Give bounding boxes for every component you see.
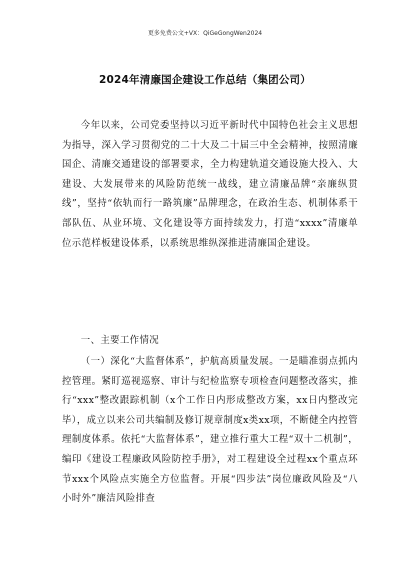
item-paragraph-1: （一）深化“大监督体系”，护航高质量发展。一是瞄准弱点抓内控管理。紧盯巡视巡察、审计与纪检监察专项检查问题整改落实，推行“xxx”整改跟踪机制（x个工作日内形成整改方案，xx日内整改完毕），成立以来公司共编制及修订规章制度x类xx项，不断健全内控管理制度体系。依托“大监督体系”，建立推行重大工程“双十二机制”，编印《建设工程廉政风险防控手册》，对工程建设全过程xx个重点环节xxx个风险点实施全方位监督。开展“四步法”岗位廉政风险及“八小时外”廉洁风险排查 <box>62 356 358 505</box>
section-heading: 一、主要工作情况 <box>80 335 159 346</box>
header-note: 更多免费公文+VX：QiGeGongWen2024 <box>147 30 263 37</box>
document-title: 2024年清廉国企建设工作总结（集团公司） <box>99 74 311 86</box>
intro-paragraph: 今年以来，公司党委坚持以习近平新时代中国特色社会主义思想为指导，深入学习贯彻党的二十大及二十届三中全会精神，按照清廉国企、清廉交通建设的部署要求，全力构建轨道交通设施大投入、大建设、大发展带来的风险防范统一战线，建立清廉品牌“亲廉纵贯线”，坚持“依轨而行一路筑廉”品牌理念，在政治生态、机制体系干部队伍、从业环境、文化建设等方面持续发力，打造“xxxx”清廉单位示范样板建设体系，以系统思维纵深推进清廉国企建设。 <box>62 120 358 249</box>
